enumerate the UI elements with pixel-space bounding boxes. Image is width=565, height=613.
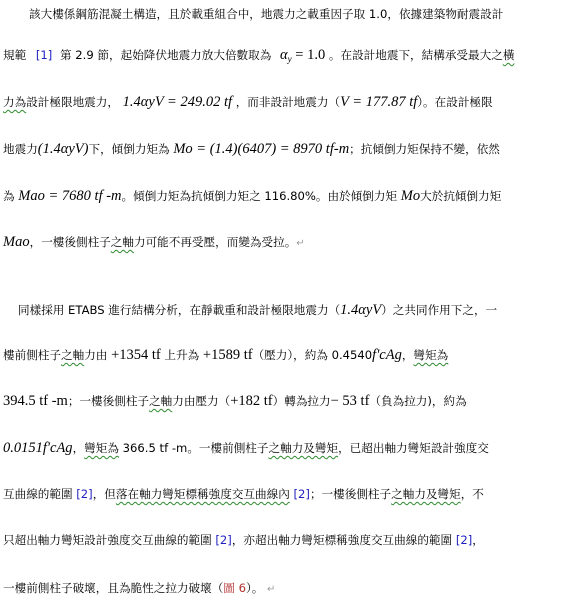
- design-ultimate-force: 1.4αyV = 249.02 tf: [122, 94, 233, 110]
- grammar-flag: 落在軸力彎矩標稱強度交互曲線內: [115, 487, 290, 501]
- citation-ref-2: [2]: [76, 487, 93, 501]
- p1-l5-text-b: 。傾倒力矩為抗傾倒力矩之 116.80%。由於傾倒力矩: [121, 189, 398, 203]
- design-force: V = 177.87 tf: [340, 94, 418, 110]
- grammar-flag: 彎矩為: [84, 441, 119, 455]
- p1-l3-text-a: 設計極限地震力，: [26, 95, 119, 109]
- p1-l5-text-c: 大於抗傾倒力矩: [420, 189, 502, 203]
- grammar-flag: 力為: [3, 95, 27, 109]
- citation-ref-2: [2]: [215, 533, 232, 547]
- paragraph-mark-icon: ↵: [267, 584, 276, 595]
- p2-line-7: [3, 580, 275, 598]
- p2-l7-text-a: 一樓前側柱子破壞，且為脆性之拉力破壞（: [3, 581, 224, 595]
- p2-l2-text-b: 力由: [84, 348, 112, 362]
- p2-l3-text-d: （負為拉力)，約為: [369, 394, 467, 408]
- grammar-flag: 之軸: [110, 235, 134, 249]
- p2-l3-text-c: ）轉為拉力: [272, 394, 331, 408]
- citation-ref-2: [2]: [293, 487, 310, 501]
- p2-l6-text-b: ，亦超出軸力彎矩標稱強度交互曲線的範圍: [231, 533, 453, 547]
- p2-l5-text-b: ，但: [92, 487, 116, 501]
- p1-l6-text-a: ，一樓後側柱子: [29, 235, 111, 249]
- p2-l3-text-b: 力由壓力（: [172, 394, 231, 408]
- p1-line-6: [3, 234, 305, 252]
- p1-l5-text-a: 為: [3, 189, 15, 203]
- citation-ref-1: [1]: [35, 48, 53, 62]
- p1-l4-text-b: 下，傾倒力矩為: [88, 142, 170, 156]
- p2-l2-text-a: 樓前側柱子: [3, 348, 61, 362]
- p2-line-2: [3, 347, 448, 363]
- ultimate-force-expr: (1.4αyV): [37, 141, 89, 157]
- grammar-flag: 之軸: [149, 394, 173, 408]
- p2-l2-text-e: ，: [401, 348, 414, 362]
- grammar-flag: 之軸力及彎矩: [391, 487, 461, 501]
- p1-l3-text-c: ）。在設計極限: [417, 95, 493, 109]
- citation-ref-2: [2]: [455, 533, 473, 547]
- p1-line-1: [29, 6, 503, 22]
- p2-line-6: [3, 532, 484, 548]
- p1-l4-text-c: ；抗傾倒力矩保持不變，依然: [349, 142, 500, 156]
- rear-column-capacity-ratio: 0.0151f'cAg: [3, 440, 73, 456]
- resisting-moment-symbol: Mao: [3, 234, 30, 250]
- p1-l4-text-a: 地震力: [3, 142, 38, 156]
- p1-line-4: [3, 141, 500, 157]
- p2-line-4: [3, 440, 489, 456]
- overturning-moment-symbol: Mo: [400, 188, 421, 204]
- p1-l2-text-c: 。在設計地震下，結構承受最大之: [328, 48, 503, 62]
- p1-l3-text-b: ，而非設計地震力（: [235, 95, 341, 109]
- p2-line-1: [18, 302, 497, 318]
- p2-line-5: [3, 486, 484, 502]
- p2-line-3: [3, 393, 467, 409]
- p2-l5-text-c: ；一樓後側柱子: [309, 487, 392, 501]
- p2-l1-text-a: 同樣採用 ETABS 進行結構分析，在靜載重和設計極限地震力（: [18, 303, 341, 317]
- p2-l3-text-a: ；一樓後側柱子: [67, 394, 150, 408]
- p2-l1-text-b: ）之共同作用下之，一: [381, 303, 498, 317]
- paragraph-mark-icon: ↵: [296, 238, 305, 249]
- p2-l4-text-a: ，: [72, 441, 85, 455]
- alpha-glyph: α: [280, 47, 288, 63]
- p2-l7-text-b: ）。: [245, 581, 264, 595]
- grammar-flag: 之軸力及彎矩: [268, 441, 339, 455]
- p2-l6-text-a: 只超出軸力彎矩設計強度交互曲線的範圍: [3, 533, 212, 547]
- overturning-moment-expr: Mo = (1.4)(6407) = 8970 tf-m: [173, 141, 350, 157]
- p2-l4-text-c: ，已超出軸力彎矩設計強度交: [338, 441, 489, 455]
- alpha-symbol: [280, 47, 292, 63]
- rear-column-axial-after: − 53 tf: [330, 393, 370, 409]
- grammar-flag: 彎矩為: [413, 348, 449, 362]
- p2-l5-text-d: ，不: [460, 487, 484, 501]
- p2-l2-text-d: （壓力），約為 0.4540: [252, 348, 373, 362]
- ultimate-force-symbol: 1.4αyV: [340, 302, 382, 318]
- alpha-subscript: y: [287, 54, 292, 64]
- rear-column-axial-before: +182 tf: [230, 393, 273, 409]
- grammar-flag: 之軸: [60, 348, 85, 362]
- p1-l6-text-b: 力可能不再受壓，而變為受拉。: [133, 235, 297, 249]
- p1-l2-text-b: 第 2.9 節，起始降伏地震力放大倍數取為: [60, 48, 272, 62]
- p1-line-5: [3, 188, 501, 204]
- p2-l2-text-c: 上升為: [160, 348, 203, 362]
- p1-l2-text-a: 規範: [3, 48, 27, 62]
- p1-l1-text: 該大樓係鋼筋混凝土構造，且於載重組合中，地震力之載重因子取 1.0，依據建築物耐震設計: [29, 7, 504, 21]
- front-column-axial-after: +1589 tf: [202, 347, 253, 363]
- front-column-moment: 394.5 tf -m: [3, 393, 68, 409]
- p1-line-2: [3, 47, 514, 63]
- p1-line-3: [3, 94, 493, 110]
- p2-l4-text-b: 366.5 tf -m。一樓前側柱子: [118, 441, 269, 455]
- alpha-value: = 1.0: [291, 47, 326, 63]
- grammar-flag: 橫: [502, 48, 515, 62]
- capacity-ratio-symbol: f'cAg: [372, 347, 402, 363]
- figure-ref[interactable]: 圖 6: [223, 581, 246, 595]
- front-column-axial-before: +1354 tf: [111, 347, 161, 363]
- p2-l5-text-a: 互曲線的範圍: [3, 487, 73, 501]
- resisting-moment-expr: Mao = 7680 tf -m: [18, 188, 122, 204]
- p2-l6-text-c: ，: [472, 533, 484, 547]
